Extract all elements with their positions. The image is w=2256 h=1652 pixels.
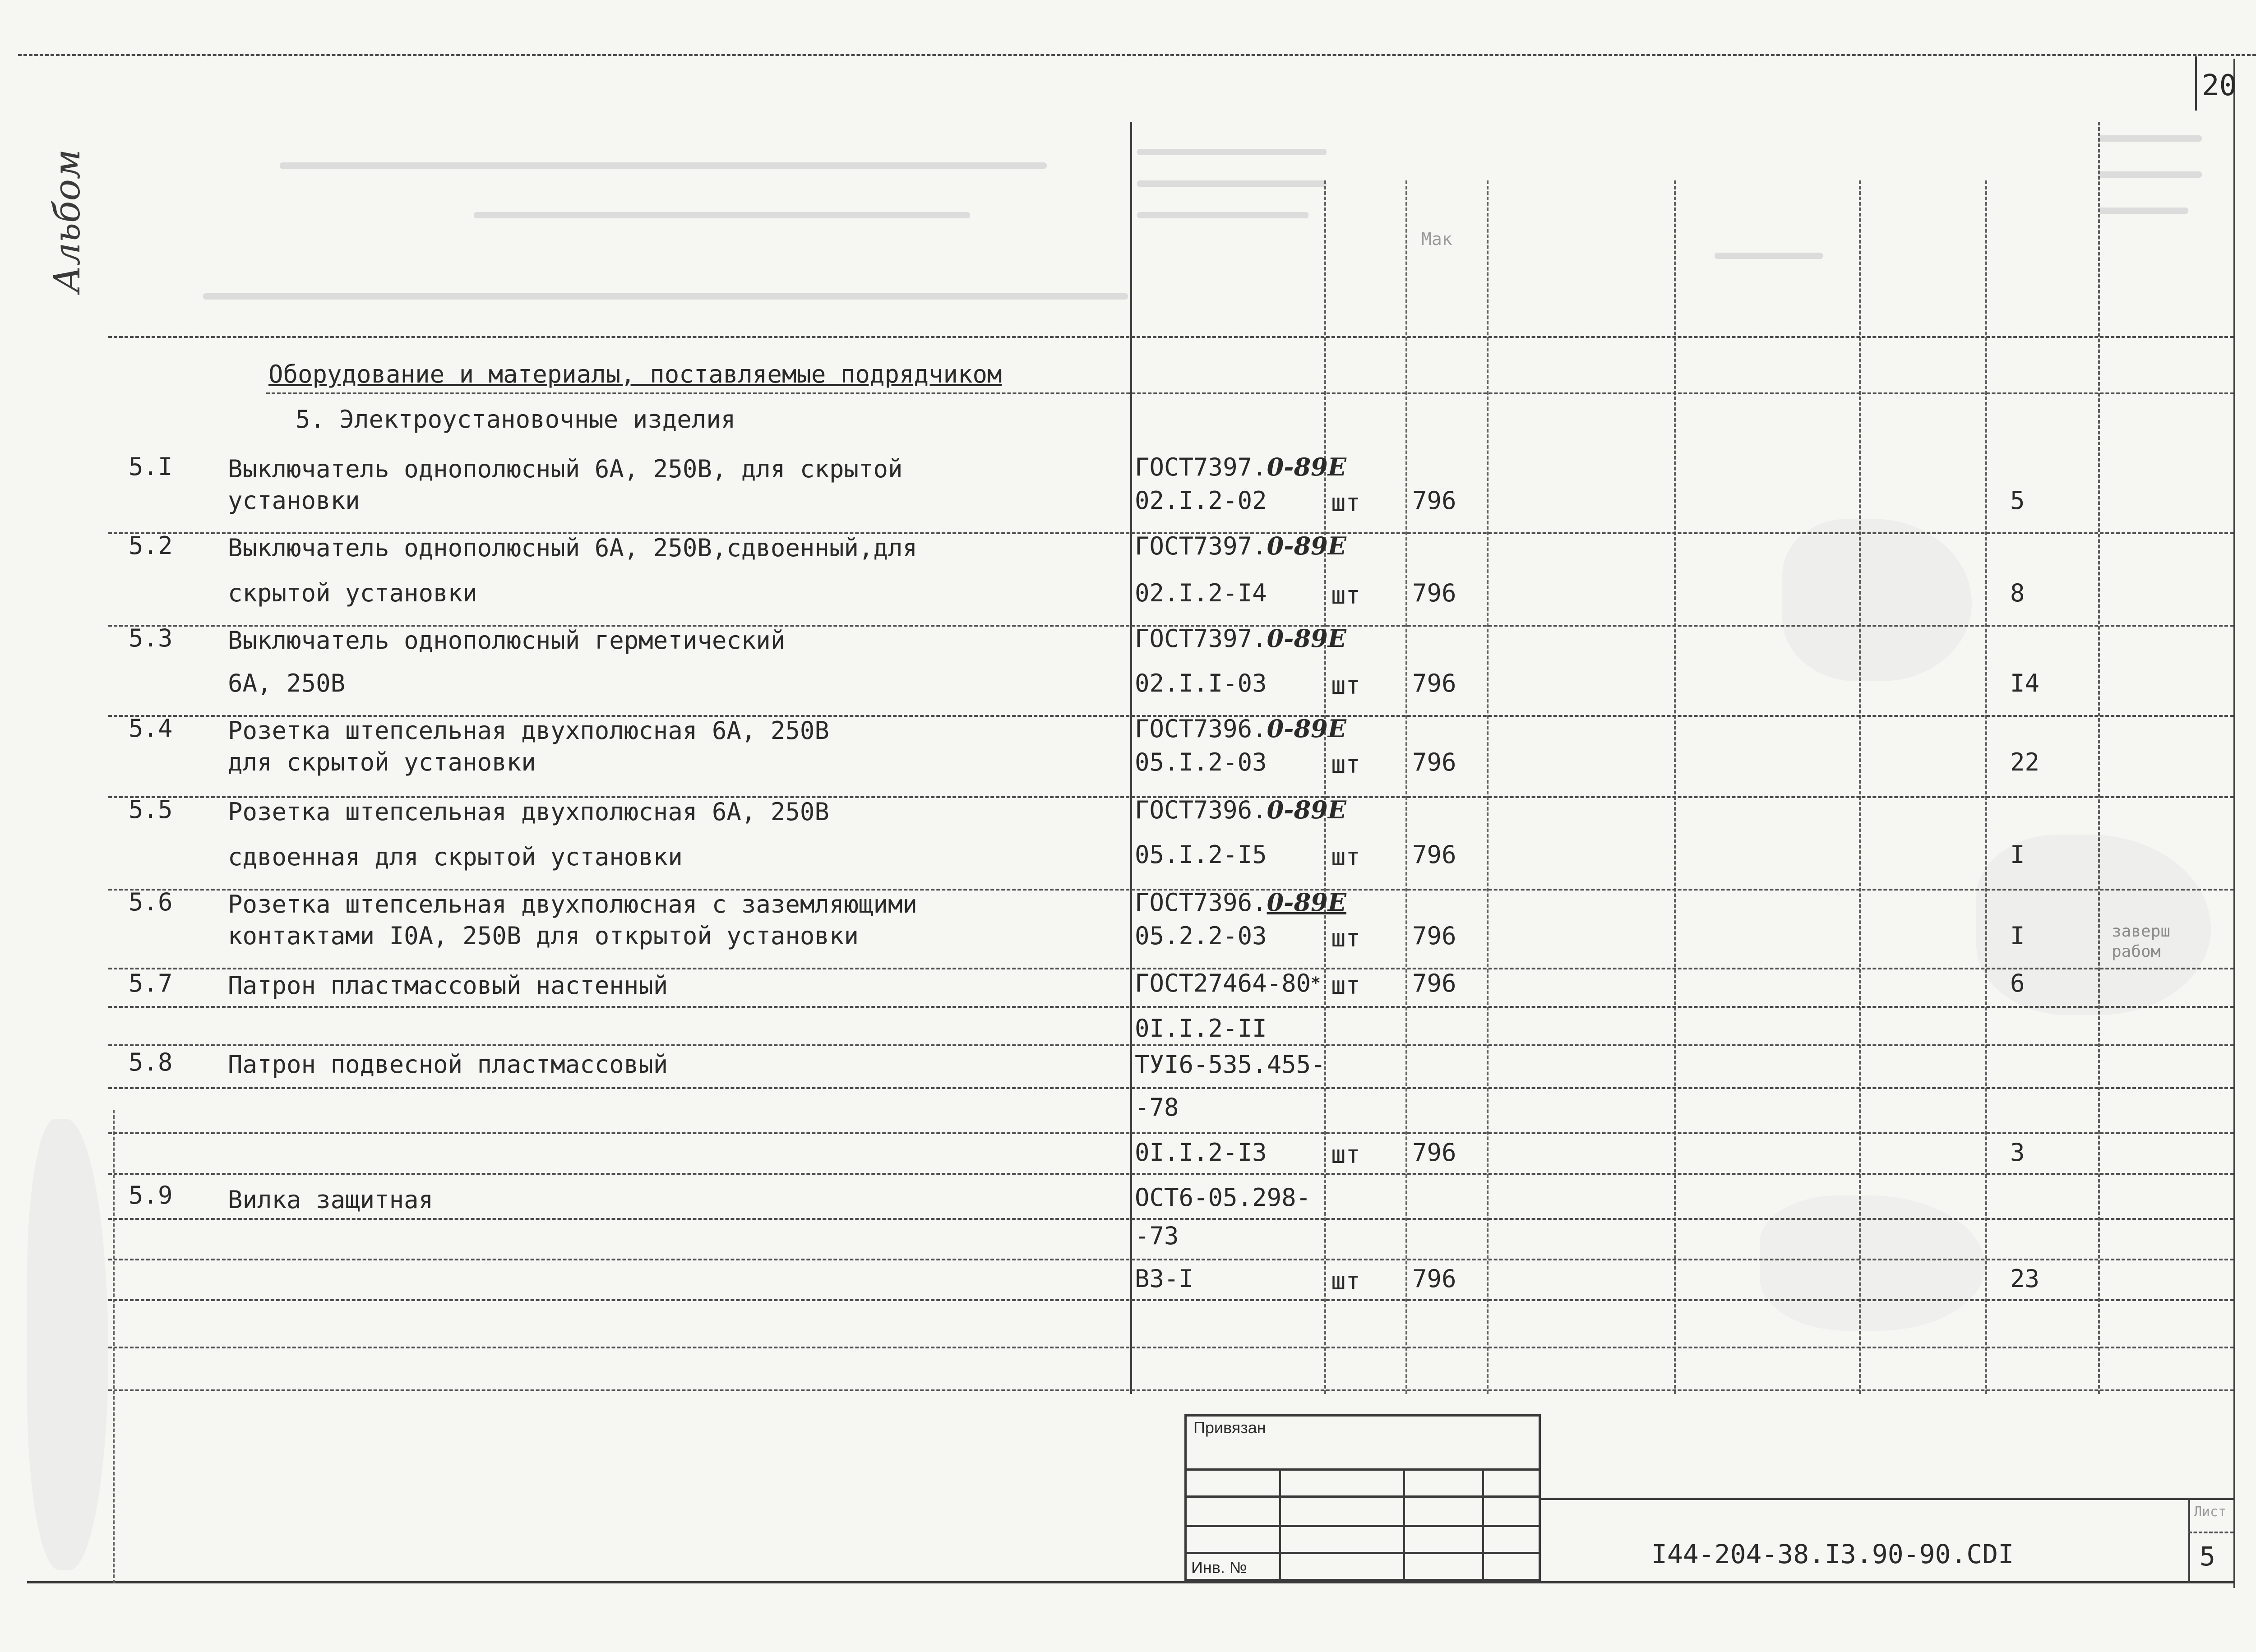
sheet-number: 20	[2202, 69, 2237, 102]
row-doc-line1: ГОСТ7397.0-89Е	[1135, 624, 1346, 653]
stamp-col	[1279, 1468, 1281, 1581]
stamp-line	[1184, 1495, 1541, 1498]
stamp-col	[1482, 1468, 1484, 1581]
sheet-label: Лист	[2194, 1504, 2227, 1520]
row-unit: шт	[1331, 671, 1361, 700]
row-qty: 3	[2010, 1138, 2025, 1167]
row-line	[108, 1347, 2233, 1348]
row-code: 796	[1412, 969, 1456, 997]
margin-note-right-2: рабом	[2112, 942, 2161, 961]
row-name-line2: для скрытой установки	[228, 748, 536, 776]
row-unit: шт	[1331, 489, 1361, 517]
row-unit: шт	[1331, 1267, 1361, 1295]
sheet-page-number: 5	[2200, 1541, 2215, 1572]
row-code: 796	[1412, 748, 1456, 776]
row-unit: шт	[1331, 924, 1361, 952]
stamp-line	[1184, 1525, 1541, 1527]
stain-mark	[27, 1119, 108, 1570]
row-line	[108, 1006, 2233, 1008]
col-line-price	[1487, 180, 1489, 1394]
row-qty: 6	[2010, 969, 2025, 997]
header-faint-label: Мак	[1421, 229, 1452, 249]
row-qty: I	[2010, 922, 2025, 950]
row-position: 5.9	[129, 1181, 173, 1209]
row-name-line1: Выключатель однополюсный герметический	[228, 626, 786, 655]
row-doc-line1: ГОСТ7396.0-89Е	[1135, 714, 1346, 743]
row-line	[108, 1389, 2233, 1391]
row-line	[266, 392, 2233, 394]
row-qty: I	[2010, 840, 2025, 869]
row-qty: 5	[2010, 486, 2025, 515]
row-line	[108, 1173, 2233, 1175]
row-name-line1: Выключатель однополюсный 6А, 250В, для скрытой	[228, 455, 903, 483]
row-code: 796	[1412, 1138, 1456, 1167]
row-name-line1: Розетка штепсельная двухполюсная 6А, 250В	[228, 716, 829, 745]
row-code: 796	[1412, 1264, 1456, 1293]
sheet-number-box-left	[2195, 56, 2197, 111]
row-doc-line1: ТУI6-535.455-	[1135, 1050, 1326, 1079]
row-name-line1: Выключатель однополюсный 6А, 250В,сдвоенный,для	[228, 534, 918, 562]
row-line	[108, 1299, 2233, 1301]
row-line	[108, 1218, 2233, 1220]
row-unit: шт	[1331, 750, 1361, 779]
row-doc-line1: ГОСТ7396.0-89Е	[1135, 795, 1346, 824]
row-name-line1: Патрон пластмассовый настенный	[228, 971, 668, 1000]
sheet-cell-split	[2188, 1532, 2233, 1533]
bound-label: Привязан	[1193, 1418, 1266, 1437]
row-position: 5.6	[129, 888, 173, 916]
row-name-line1: Патрон подвесной пластмассовый	[228, 1050, 668, 1079]
sheet-cell-line	[2188, 1498, 2190, 1583]
row-name-line2: 6А, 250В	[228, 669, 346, 697]
row-code: 796	[1412, 922, 1456, 950]
col-line-unit	[1324, 180, 1326, 1394]
row-line	[108, 1259, 2233, 1260]
row-qty: 8	[2010, 579, 2025, 607]
row-position: 5.7	[129, 969, 173, 997]
row-position: 5.I	[129, 452, 173, 481]
row-doc-line2: -78	[1135, 1093, 1179, 1121]
row-doc-line1: ГОСТ7397.0-89Е	[1135, 531, 1346, 560]
stamp-line	[1184, 1468, 1541, 1471]
row-unit: шт	[1331, 843, 1361, 871]
row-name-line2: сдвоенная для скрытой установки	[228, 843, 683, 871]
row-name-line2: установки	[228, 486, 360, 515]
col-line-note	[2098, 122, 2100, 1394]
row-name-line1: Розетка штепсельная двухполюсная 6А, 250В	[228, 798, 829, 826]
row-code: 796	[1412, 840, 1456, 869]
right-frame-line	[2233, 59, 2235, 1588]
row-doc-line1: ГОСТ7397.0-89Е	[1135, 452, 1346, 481]
margin-handwritten-note: Альбом	[46, 149, 88, 293]
row-doc-line3: 0I.I.2-I3	[1135, 1138, 1267, 1167]
row-doc-line2: 02.I.2-I4	[1135, 579, 1267, 607]
stamp-line	[1184, 1552, 1541, 1554]
row-unit: шт	[1331, 581, 1361, 609]
row-doc-line1: ГОСТ7396.0-89Е	[1135, 888, 1346, 917]
row-doc-line2: -73	[1135, 1222, 1179, 1250]
row-code: 796	[1412, 486, 1456, 515]
row-line	[108, 1132, 2233, 1134]
row-line	[108, 1087, 2233, 1089]
row-qty: 22	[2010, 748, 2040, 776]
bound-stamp-box	[1184, 1414, 1541, 1581]
row-position: 5.5	[129, 795, 173, 824]
stain-mark	[1760, 1195, 1985, 1331]
col-line-code	[1405, 180, 1407, 1394]
row-position: 5.2	[129, 531, 173, 560]
row-position: 5.3	[129, 624, 173, 652]
row-position: 5.8	[129, 1048, 173, 1076]
col-line-c5	[1674, 180, 1676, 1394]
stain-mark	[1782, 519, 1972, 681]
margin-note-right-1: заверш	[2112, 922, 2171, 941]
row-doc-line2: 05.I.2-03	[1135, 748, 1267, 776]
row-doc-line2: 02.I.2-02	[1135, 486, 1267, 515]
row-unit: шт	[1331, 1140, 1361, 1169]
row-line	[108, 1044, 2233, 1046]
row-name-line2: скрытой установки	[228, 579, 477, 607]
row-qty: I4	[2010, 669, 2040, 697]
col-line-doc	[1130, 122, 1132, 1394]
col-line-qty	[1985, 180, 1987, 1394]
row-doc-line1: ОСТ6-05.298-	[1135, 1183, 1311, 1212]
row-unit: шт	[1331, 971, 1361, 1000]
row-qty: 23	[2010, 1264, 2040, 1293]
top-border-line	[18, 54, 2256, 56]
row-doc-line1: ГОСТ27464-80*	[1135, 969, 1321, 997]
document-designation: I44-204-38.I3.90-90.СDI	[1651, 1539, 2014, 1569]
row-doc-line2: 02.I.I-03	[1135, 669, 1267, 697]
header-bottom-line	[108, 336, 2233, 338]
section-heading: Оборудование и материалы, поставляемые подрядчиком	[268, 360, 1002, 388]
inv-label: Инв. №	[1191, 1558, 1247, 1577]
row-doc-line2: 05.I.2-I5	[1135, 840, 1267, 869]
row-doc-line2: 05.2.2-03	[1135, 922, 1267, 950]
row-code: 796	[1412, 579, 1456, 607]
row-code: 796	[1412, 669, 1456, 697]
row-name-line1: Розетка штепсельная двухполюсная с заземляющими	[228, 890, 918, 918]
row-doc-line3: ВЗ-I	[1135, 1264, 1194, 1293]
stamp-col	[1403, 1468, 1405, 1581]
row-name-line1: Вилка защитная	[228, 1186, 434, 1214]
col-line-c6	[1859, 180, 1861, 1394]
row-name-line2: контактами I0А, 250В для открытой установки	[228, 922, 859, 950]
title-top-line	[1541, 1498, 2233, 1500]
subsection-heading: 5. Электроустановочные изделия	[296, 405, 736, 434]
row-doc-line2: 0I.I.2-II	[1135, 1014, 1267, 1043]
row-position: 5.4	[129, 714, 173, 743]
bottom-frame-line	[27, 1581, 2233, 1583]
